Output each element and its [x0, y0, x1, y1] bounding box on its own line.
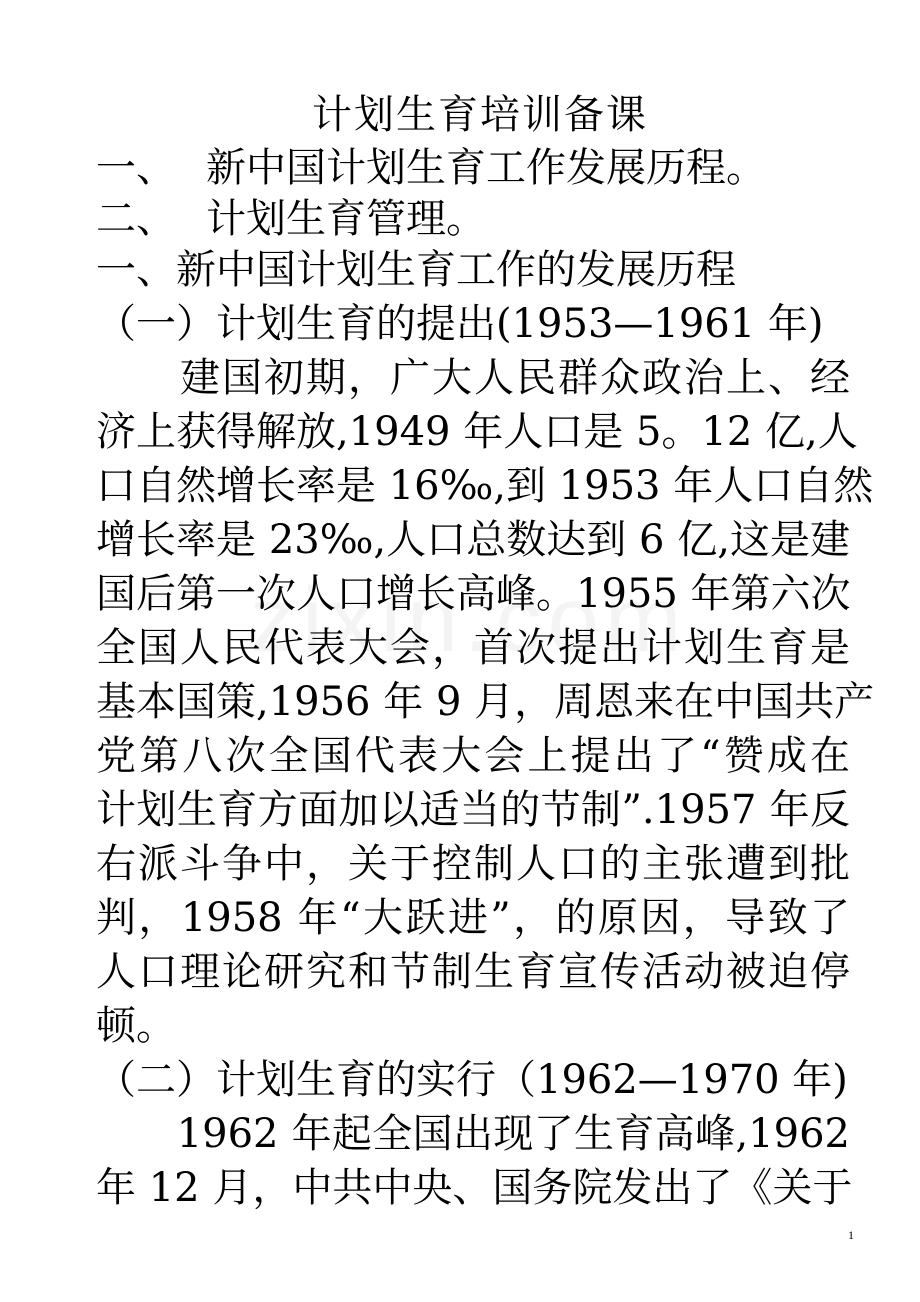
paragraph-line: 顿。: [96, 1003, 176, 1049]
toc-text: 新中国计划生育工作发展历程。: [206, 145, 766, 191]
toc-number: 二、: [96, 196, 176, 242]
paragraph-line: 右派斗争中，关于控制人口的主张遭到批: [96, 841, 850, 887]
paragraph-line: 全国人民代表大会，首次提出计划生育是: [96, 625, 850, 671]
toc-text: 计划生育管理。: [206, 196, 486, 242]
toc-item: [96, 141, 766, 195]
paragraph-line: 计划生育方面加以适当的节制”.1957 年反: [96, 787, 850, 833]
section-heading: （一）计划生育的提出(1953—1961 年): [96, 301, 824, 347]
section-heading: （二）计划生育的实行（1962—1970 年): [96, 1057, 848, 1103]
paragraph-line: 1962 年起全国出现了生育高峰,1962: [96, 1111, 850, 1157]
paragraph-line: 口自然增长率是 16‰,到 1953 年人口自然: [96, 463, 874, 509]
toc-number: 一、: [96, 145, 176, 191]
paragraph-line: 年 12 月，中共中央、国务院发出了《关于: [96, 1165, 853, 1211]
paragraph-line: 判，1958 年“大跃进”，的原因，导致了: [96, 895, 850, 941]
paragraph-line: 国后第一次人口增长高峰。1955 年第六次: [96, 571, 851, 617]
paragraph-line: 建国初期，广大人民群众政治上、经: [96, 355, 850, 401]
paragraph-line: 人口理论研究和节制生育宣传活动被迫停: [96, 949, 850, 995]
paragraph-line: 济上获得解放,1949 年人口是 5。12 亿,人: [96, 409, 858, 455]
document-title: 计划生育培训备课: [312, 92, 648, 138]
toc-item: [96, 192, 486, 246]
paragraph-line: 党第八次全国代表大会上提出了“赞成在: [96, 733, 850, 779]
page-number: 1: [848, 1228, 854, 1242]
paragraph-line: 基本国策,1956 年 9 月，周恩来在中国共产: [96, 679, 875, 725]
paragraph-line: 增长率是 23‰,人口总数达到 6 亿,这是建: [96, 517, 850, 563]
chapter-heading: 一、新中国计划生育工作的发展历程: [96, 247, 736, 293]
